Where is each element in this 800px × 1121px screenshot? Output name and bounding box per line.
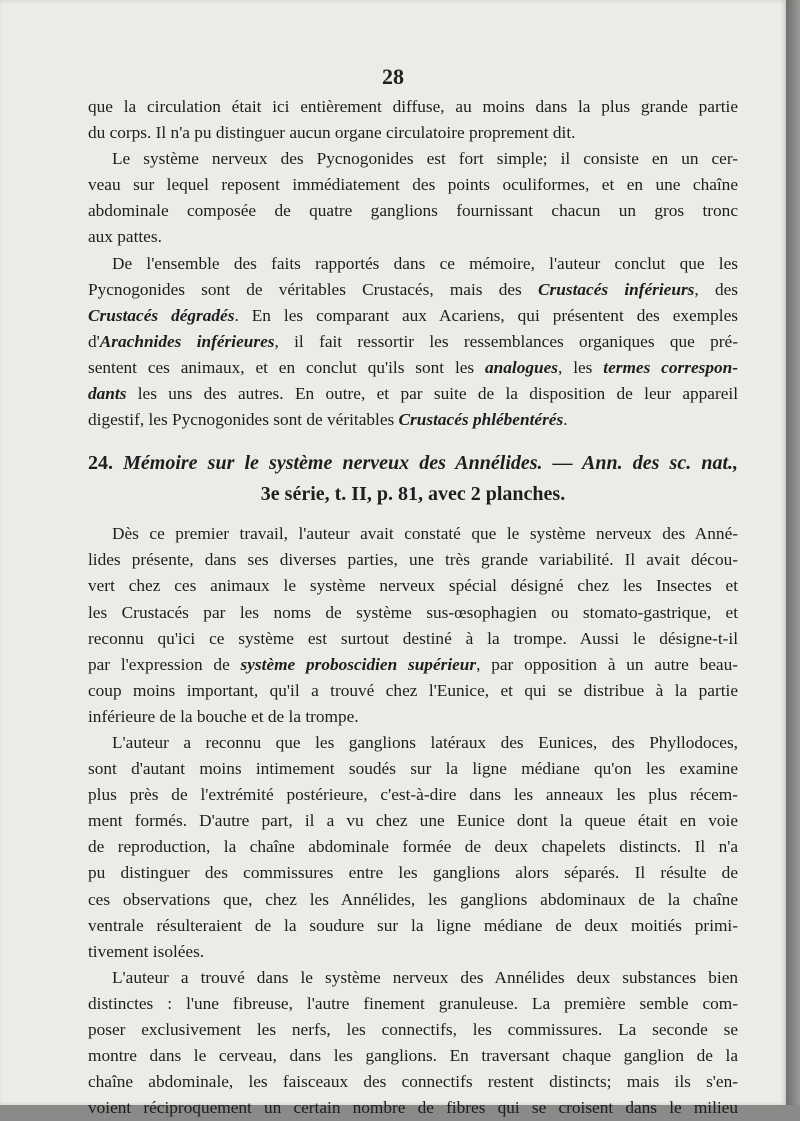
italic-term: dants	[88, 384, 127, 404]
text-line: De l'ensemble des faits rapportés dans ce mémoire, l'auteur conclut que les	[112, 253, 738, 273]
text-line: chaîne abdominale, les faisceaux des connectifs restent distincts; mais ils s'en-	[88, 1072, 738, 1092]
paragraph-conclusion	[88, 251, 738, 434]
text-line: aux pattes.	[88, 227, 162, 247]
body-text	[88, 94, 738, 1121]
paragraph-ganglions	[88, 730, 738, 965]
text-line: poser exclusivement les nerfs, les connectifs, les commissures. La seconde se	[88, 1020, 738, 1039]
text-line	[88, 381, 738, 407]
text-line: que la circulation était ici entièrement diffuse, au moins dans la plus grande partie	[88, 97, 738, 116]
text-run: , par opposition à un autre beau-	[476, 654, 738, 674]
text-line: L'auteur a trouvé dans le système nerveux des Annélides deux substances bien	[112, 967, 738, 987]
text-run: les uns des autres. En outre, et par suite de la disposition de leur appareil	[126, 384, 738, 404]
text-line: sont d'autant moins intimement soudés sur la ligne médiane qu'on les examine	[88, 759, 738, 779]
text-line: tivement isolées.	[88, 941, 205, 961]
text-line: vert chez ces animaux le système nerveux spécial désigné chez les Insectes et	[88, 576, 738, 596]
text-run: , des	[694, 279, 738, 299]
text-line: plus près de l'extrémité postérieure, c'est-à-dire dans les anneaux les plus récem-	[88, 785, 738, 805]
text-run: .	[563, 410, 568, 430]
text-line	[88, 303, 738, 329]
text-run: sentent ces animaux, et en conclut qu'ils sont les	[88, 357, 486, 377]
heading-title: Mémoire sur le système nerveux des Annélides. — Ann. des sc. nat.,	[123, 452, 738, 475]
text-line: montre dans le cerveau, dans les ganglions. En traversant chaque ganglion de la	[88, 1046, 738, 1066]
text-line: Le système nerveux des Pycnogonides est fort simple; il consiste en un cer-	[112, 149, 738, 169]
text-line: reconnu qu'ici ce système est surtout destiné à la trompe. Aussi le désigne-t-il	[88, 628, 738, 648]
italic-term: Crustacés inférieurs	[538, 279, 695, 299]
text-line: ment formés. D'autre part, il a vu chez une Eunice dont la queue était en voie	[88, 811, 738, 831]
italic-term: Crustacés dégradés	[88, 305, 235, 325]
heading-title-line	[88, 447, 738, 479]
text-run: digestif, les Pycnogonides sont de véritables	[88, 410, 399, 430]
italic-term: termes correspon-	[603, 357, 738, 377]
text-line: coup moins important, qu'il a trouvé chez l'Eunice, et qui se distribue à la partie	[88, 680, 738, 700]
text-line: ces observations que, chez les Annélides, les ganglions abdominaux de la chaîne	[88, 889, 738, 909]
text-line: ventrale résulteraient de la soudure sur la ligne médiane de deux moitiés primi-	[88, 915, 738, 935]
page-number: 28	[382, 64, 404, 89]
text-run: , il fait ressortir les ressemblances organiques que pré-	[274, 331, 738, 351]
section-heading	[88, 447, 738, 513]
text-line: Dès ce premier travail, l'auteur avait constaté que le système nerveux des Anné-	[112, 524, 738, 544]
text-line: voient réciproquement un certain nombre de fibres qui se croisent dans le milieu	[88, 1098, 738, 1118]
text-line	[88, 355, 738, 381]
text-line: de reproduction, la chaîne abdominale formée de deux chapelets distincts. Il n'a	[88, 837, 738, 857]
paragraph-nervous-system	[88, 146, 738, 250]
text-run: , les	[558, 357, 604, 377]
text-line: les Crustacés par les noms de système sus-œsophagien ou stomato-gastrique, et	[88, 602, 738, 622]
text-run: . En les comparant aux Acariens, qui présentent des exemples	[234, 305, 738, 325]
page-edge	[786, 0, 800, 1105]
italic-term: Arachnides inférieures	[99, 331, 275, 351]
paragraph-substances	[88, 965, 738, 1121]
text-run: d'	[88, 331, 100, 351]
text-run: par l'expression de	[88, 654, 241, 674]
heading-number: 24.	[88, 452, 113, 475]
text-run: Pycnogonides sont de véritables Crustacés, mais des	[88, 279, 538, 299]
italic-term: système proboscidien supérieur	[240, 654, 477, 674]
text-line: veau sur lequel reposent immédiatement des points oculiformes, et en une chaîne	[88, 175, 738, 195]
paragraph-circulation	[88, 94, 738, 146]
text-line	[88, 329, 738, 355]
text-line: distinctes : l'une fibreuse, l'autre finement granuleuse. La première semble com-	[88, 993, 738, 1013]
text-line: pu distinguer des commissures entre les ganglions alors séparés. Il résulte de	[88, 863, 738, 883]
text-line: lides présente, dans ses diverses parties, une très grande variabilité. Il avait décou-	[88, 550, 738, 570]
italic-term: Crustacés phlébentérés	[398, 410, 564, 430]
heading-subtitle: 3e série, t. II, p. 81, avec 2 planches.	[260, 483, 566, 506]
text-line	[88, 407, 738, 433]
text-line: L'auteur a reconnu que les ganglions latéraux des Eunices, des Phyllodoces,	[112, 732, 738, 752]
text-line: inférieure de la bouche et de la trompe.	[88, 706, 359, 726]
text-line: du corps. Il n'a pu distinguer aucun organe circulatoire proprement dit.	[88, 123, 576, 143]
text-line	[88, 277, 738, 303]
text-line	[88, 652, 738, 678]
paragraph-first-work	[88, 521, 738, 730]
text-line: abdominale composée de quatre ganglions fournissant chacun un gros tronc	[88, 201, 738, 221]
italic-term: analogues	[485, 357, 559, 377]
